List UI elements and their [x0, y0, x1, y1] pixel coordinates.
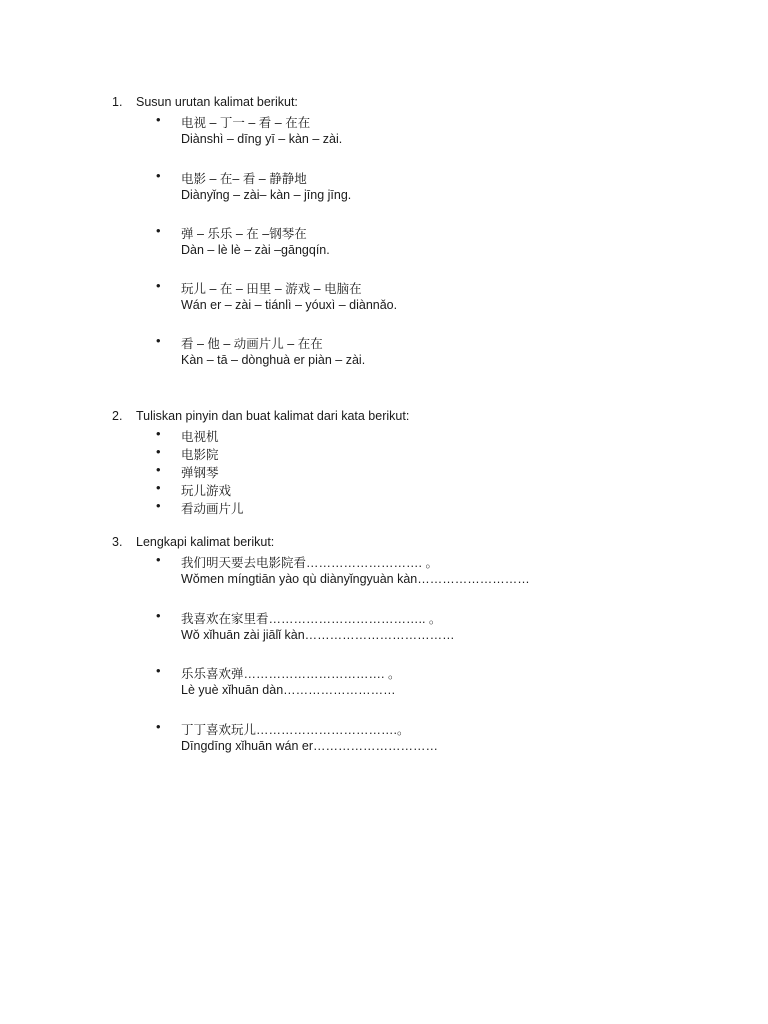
bullet-icon: •	[156, 333, 161, 348]
pinyin-text: Dīngdīng xǐhuān wán er…………………………	[181, 739, 439, 753]
bullet-icon: •	[156, 444, 161, 459]
pinyin-text: Kàn – tā – dònghuà er piàn – zài.	[181, 353, 366, 367]
section-title: Lengkapi kalimat berikut:	[136, 535, 275, 549]
section-title: Susun urutan kalimat berikut:	[136, 95, 298, 109]
pinyin-text: Lè yuè xǐhuān dàn………………………	[181, 683, 396, 697]
hanzi-text: 我喜欢在家里看……………………………….. 。	[181, 612, 442, 626]
bullet-icon: •	[156, 480, 161, 495]
bullet-icon: •	[156, 719, 161, 734]
word-text: 电影院	[181, 448, 219, 462]
pinyin-text: Wǒ xǐhuān zài jiālǐ kàn………………………………	[181, 628, 455, 642]
bullet-icon: •	[156, 223, 161, 238]
bullet-icon: •	[156, 462, 161, 477]
hanzi-text: 玩儿 – 在 – 田里 – 游戏 – 电脑在	[181, 282, 362, 296]
pinyin-text: Diànyǐng – zài– kàn – jīng jīng.	[181, 188, 352, 202]
hanzi-text: 弹 – 乐乐 – 在 –钢琴在	[181, 227, 307, 241]
pinyin-text: Dàn – lè lè – zài –gāngqín.	[181, 243, 330, 257]
section-number: 2.	[112, 409, 123, 423]
hanzi-text: 电视 – 丁一 – 看 – 在在	[181, 116, 311, 130]
hanzi-text: 丁丁喜欢玩儿…………………………….。	[181, 723, 410, 737]
bullet-icon: •	[156, 112, 161, 127]
hanzi-text: 电影 – 在– 看 – 静静地	[181, 172, 307, 186]
bullet-icon: •	[156, 168, 161, 183]
hanzi-text: 乐乐喜欢弹……………………………. 。	[181, 667, 401, 681]
bullet-icon: •	[156, 498, 161, 513]
word-text: 玩儿游戏	[181, 484, 232, 498]
hanzi-text: 我们明天要去电影院看………………………. 。	[181, 556, 438, 570]
hanzi-text: 看 – 他 – 动画片儿 – 在在	[181, 337, 323, 351]
bullet-icon: •	[156, 426, 161, 441]
bullet-icon: •	[156, 608, 161, 623]
bullet-icon: •	[156, 663, 161, 678]
word-text: 看动画片儿	[181, 502, 244, 516]
bullet-icon: •	[156, 552, 161, 567]
section-number: 3.	[112, 535, 123, 549]
pinyin-text: Wán er – zài – tiánlì – yóuxì – diànnǎo.	[181, 298, 398, 312]
word-text: 电视机	[181, 430, 219, 444]
pinyin-text: Diànshì – dīng yī – kàn – zài.	[181, 132, 343, 146]
section-number: 1.	[112, 95, 123, 109]
word-text: 弹钢琴	[181, 466, 219, 480]
section-title: Tuliskan pinyin dan buat kalimat dari kata berikut:	[136, 409, 410, 423]
bullet-icon: •	[156, 278, 161, 293]
pinyin-text: Wǒmen míngtiān yào qù diànyǐngyuàn kàn………………………	[181, 572, 530, 586]
